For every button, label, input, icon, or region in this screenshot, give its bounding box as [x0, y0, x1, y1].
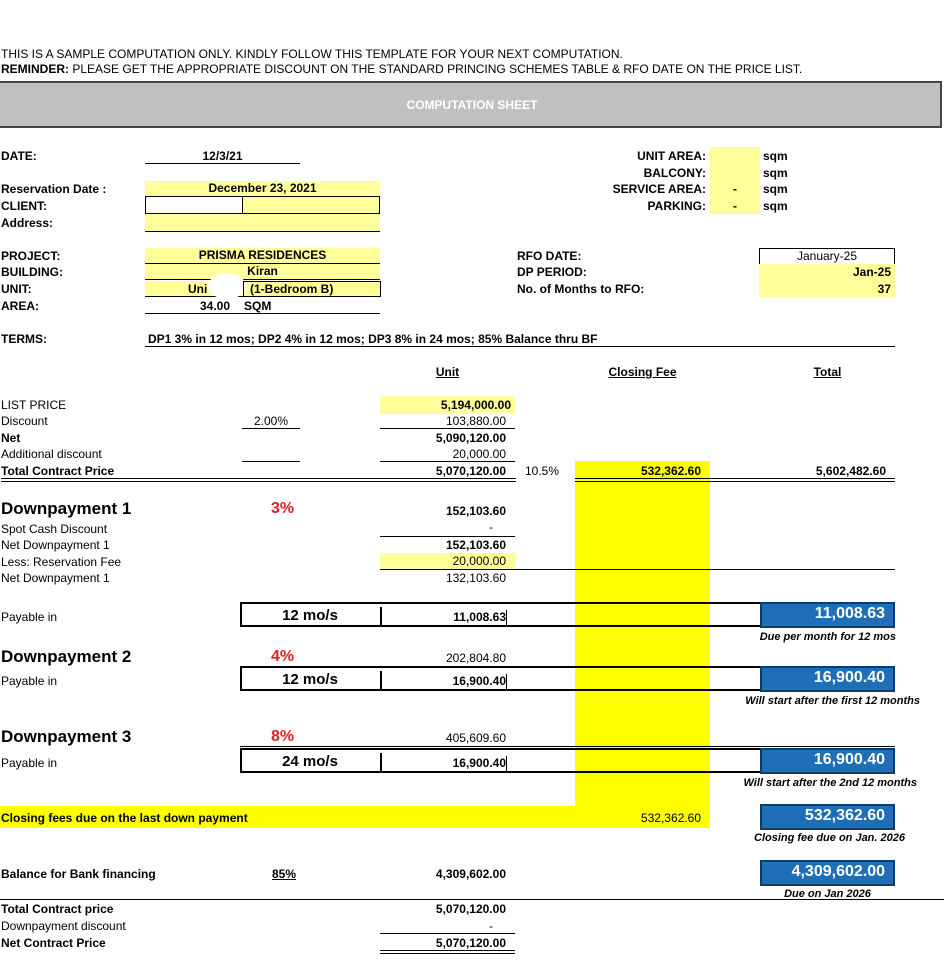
dp1-less-value: 20,000.00: [380, 553, 515, 569]
parking-unit: sqm: [763, 199, 788, 213]
dp1-amount: 152,103.60: [445, 504, 506, 518]
date-value: 12/3/21: [202, 149, 243, 163]
dp1-payable-label: Payable in: [1, 610, 58, 624]
col-closing-header: Closing Fee: [608, 365, 677, 379]
service-area-value: -: [733, 182, 737, 196]
closing-label: Closing fees due on the last down payment: [1, 811, 248, 825]
summary-top-line: [0, 899, 944, 900]
project-value: PRISMA RESIDENCES: [145, 248, 380, 264]
dp1-note: Due per month for 12 mos: [759, 631, 896, 643]
dp1-monthly: 11,008.63: [380, 610, 507, 627]
dp2-payable-label: Payable in: [1, 674, 58, 688]
terms-label: TERMS:: [1, 332, 47, 346]
notice-line: THIS IS A SAMPLE COMPUTATION ONLY. KINDLY FOLLOW THIS TEMPLATE FOR YOUR NEXT COMPUTATION.: [1, 47, 623, 61]
dp1-total: 11,008.63: [760, 602, 895, 628]
balcony-unit: sqm: [763, 166, 788, 180]
date-underline: [145, 163, 300, 164]
closing-note: Closing fee due on Jan. 2026: [754, 832, 905, 844]
client-label: CLIENT:: [1, 199, 47, 213]
summary-ncp-label: Net Contract Price: [1, 936, 106, 950]
dp1-less-underline: [380, 569, 895, 570]
summary-dp-discount-value: -: [489, 919, 493, 933]
add-discount-pct-underline: [242, 461, 300, 462]
dp1-net2-value: 132,103.60: [445, 571, 506, 585]
dp1-net-label: Net Downpayment 1: [1, 538, 110, 552]
discount-underline: [380, 428, 515, 429]
dp2-term: 12 mo/s: [240, 671, 382, 691]
unit-value-a: Uni: [188, 282, 208, 296]
terms-underline: [145, 346, 895, 347]
summary-ncp-double-line: [380, 950, 515, 954]
dp2-amount: 202,804.80: [445, 651, 506, 665]
unit-area-unit: sqm: [763, 149, 788, 163]
area-label: AREA:: [1, 299, 39, 313]
dp1-term: 12 mo/s: [240, 607, 382, 627]
reservation-value: December 23, 2021: [145, 181, 380, 196]
unit-value-box: [243, 281, 381, 297]
net-value: 5,090,120.00: [435, 431, 506, 445]
service-area-unit: sqm: [763, 182, 788, 196]
dp3-total: 16,900.40: [760, 748, 895, 774]
dp1-net2-label: Net Downpayment 1: [1, 571, 110, 585]
unit-area-label: UNIT AREA:: [637, 149, 706, 163]
dp3-payable-label: Payable in: [1, 756, 58, 770]
months-label: No. of Months to RFO:: [517, 282, 645, 296]
tcp-double-line: [1, 478, 516, 482]
client-box-a: [145, 196, 243, 214]
dp1-spot-label: Spot Cash Discount: [1, 522, 108, 536]
discount-pct-underline: [242, 428, 300, 429]
sheet-title: COMPUTATION SHEET: [406, 98, 538, 112]
date-label: DATE:: [1, 149, 37, 163]
summary-tcp-value: 5,070,120.00: [435, 902, 506, 916]
dp3-amount: 405,609.60: [445, 731, 506, 745]
rfo-value: January-25: [759, 248, 895, 265]
tcp-value: 5,070,120.00: [435, 464, 506, 478]
list-price-value: 5,194,000.00: [380, 396, 515, 414]
project-label: PROJECT:: [1, 249, 61, 263]
dp1-less-label: Less: Reservation Fee: [1, 555, 122, 569]
reminder-line: [1, 62, 802, 76]
summary-dp-discount-label: Downpayment discount: [1, 919, 126, 933]
area-value: 34.00: [200, 299, 231, 313]
dp1-spot-value: -: [489, 520, 493, 534]
building-label: BUILDING:: [1, 265, 63, 279]
discount-pct: 2.00%: [253, 414, 289, 428]
summary-ncp-value: 5,070,120.00: [435, 936, 506, 950]
summary-discount-underline: [380, 933, 515, 934]
col-total-header: Total: [813, 365, 842, 379]
dp1-title: Downpayment 1: [1, 499, 132, 518]
area-unit: SQM: [244, 299, 272, 313]
reservation-label: Reservation Date :: [1, 182, 107, 196]
parking-value: -: [733, 199, 737, 213]
dp2-monthly: 16,900.40: [380, 674, 507, 691]
summary-tcp-label: Total Contract price: [1, 902, 114, 916]
net-label: Net: [1, 431, 21, 445]
months-value: 37: [877, 282, 891, 296]
col-unit-header: Unit: [435, 365, 460, 379]
parking-label: PARKING:: [647, 199, 706, 213]
dp2-pct: 4%: [271, 648, 295, 665]
dp1-spot-underline: [380, 536, 515, 537]
dp3-term: 24 mo/s: [240, 753, 382, 773]
balcony-label: BALCONY:: [643, 166, 706, 180]
terms-value: DP1 3% in 12 mos; DP2 4% in 12 mos; DP3 8% in 24 mos; 85% Balance thru BF: [148, 332, 598, 346]
service-area-label: SERVICE AREA:: [612, 182, 706, 196]
bank-total: 4,309,602.00: [760, 860, 895, 886]
list-price-label: LIST PRICE: [1, 398, 67, 412]
total-double-line: [575, 478, 895, 482]
bank-value: 4,309,602.00: [435, 867, 506, 881]
closing-pct: 10.5%: [525, 464, 560, 478]
discount-value: 103,880.00: [445, 414, 506, 428]
building-value: Kiran: [145, 264, 380, 280]
add-discount-label: Additional discount: [1, 447, 102, 461]
total-value: 5,602,482.60: [815, 464, 886, 478]
client-box-b: [242, 196, 380, 214]
dp3-monthly: 16,900.40: [380, 756, 507, 773]
unit-value-b: (1-Bedroom B): [250, 282, 334, 296]
dp3-note: Will start after the 2nd 12 months: [743, 777, 917, 789]
bank-pct: 85%: [271, 867, 297, 881]
closing-total: 532,362.60: [760, 804, 895, 830]
dp1-pct: 3%: [271, 500, 295, 517]
address-value: [145, 214, 380, 232]
discount-label: Discount: [1, 414, 48, 428]
unit-label: UNIT:: [1, 282, 32, 296]
reminder-label: REMINDER:: [1, 62, 69, 76]
closing-value: 532,362.60: [640, 811, 701, 825]
dp1-net-value: 152,103.60: [445, 538, 506, 552]
redaction-blob: [208, 273, 246, 299]
add-discount-value: 20,000.00: [452, 447, 506, 461]
closing-fee-value: 532,362.60: [640, 464, 701, 478]
dp3-top-line: [240, 746, 895, 747]
tcp-label: Total Contract Price: [1, 464, 115, 478]
add-discount-underline: [380, 461, 515, 462]
sheet-title-bar: [0, 81, 942, 128]
area-underline: [145, 313, 380, 314]
dp2-title: Downpayment 2: [1, 647, 132, 666]
dp-period-value: Jan-25: [852, 265, 891, 279]
dp-period-label: DP PERIOD:: [517, 265, 587, 279]
dp2-note: Will start after the first 12 months: [745, 695, 920, 707]
bank-note: Due on Jan 2026: [784, 888, 871, 900]
dp2-total: 16,900.40: [760, 666, 895, 692]
dp3-title: Downpayment 3: [1, 727, 132, 746]
dp3-pct: 8%: [271, 728, 295, 745]
rfo-label: RFO DATE:: [517, 249, 582, 263]
address-label: Address:: [1, 216, 54, 230]
bank-label: Balance for Bank financing: [1, 867, 156, 881]
reminder-text: PLEASE GET THE APPROPRIATE DISCOUNT ON THE STANDARD PRINCING SCHEMES TABLE & RFO DATE ON THE PRICE LIST.: [69, 62, 803, 76]
